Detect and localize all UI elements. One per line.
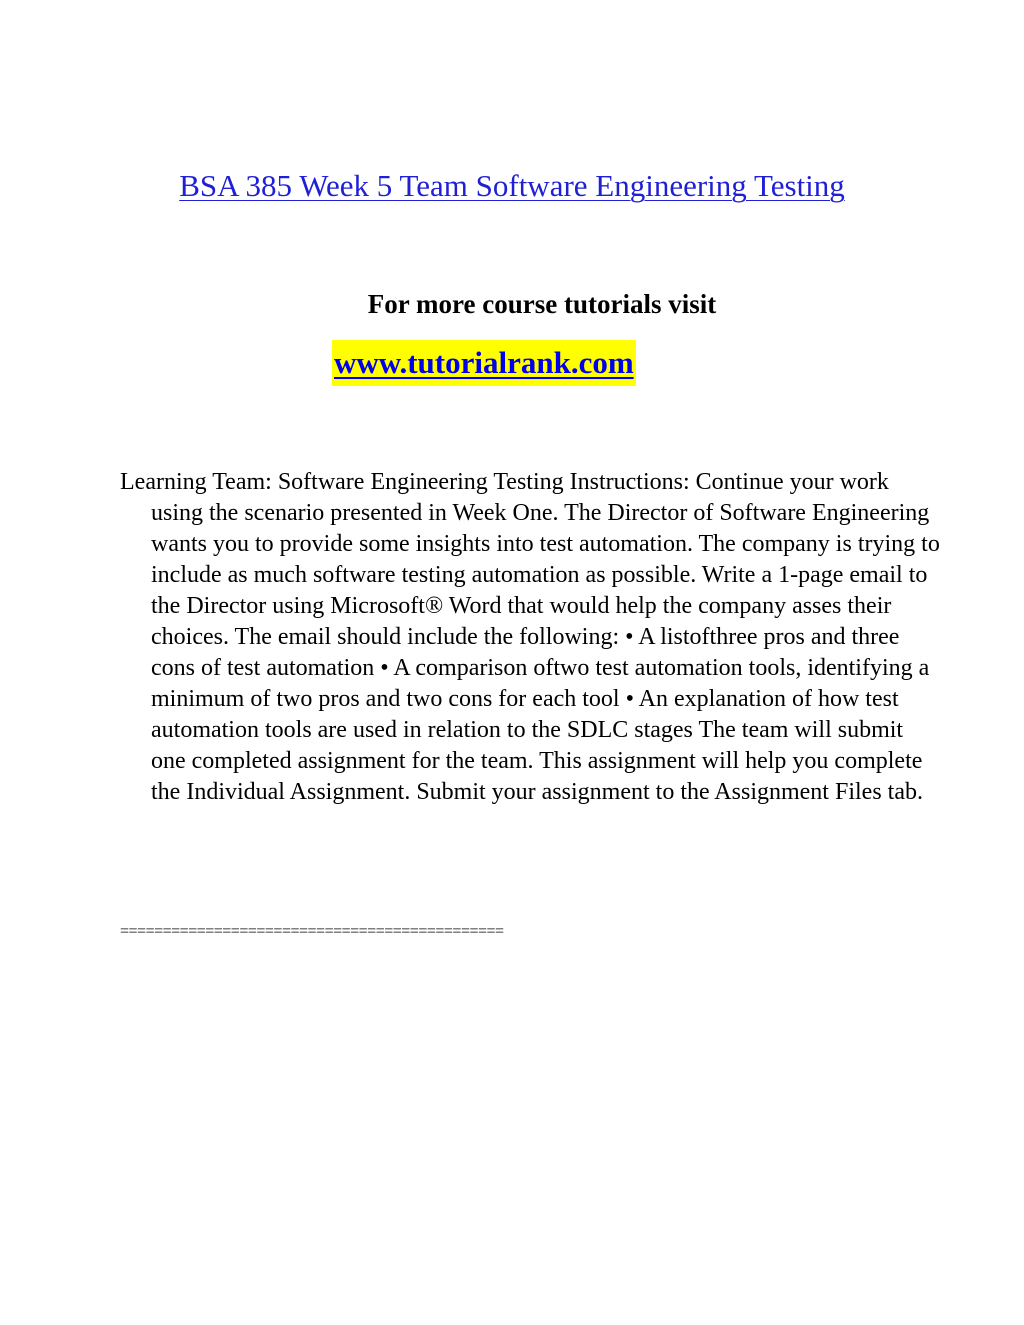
separator-line: ============================================= [120, 923, 504, 940]
document-title [0, 166, 1024, 206]
visit-text: For more course tutorials visit [367, 289, 717, 319]
instructions-paragraph: Learning Team: Software Engineering Testing Instructions: Continue your work using the scenario presented in Week One. The Director of Software Engineering wants you to provide some insights into test automation. The company is trying to include as much software testing automation as possible. Write a 1-page email to the Director using Microsoft® Word that would help the company asses their choices. The email should include the following: • A listofthree pros and three cons of test automation • A comparison oftwo test automation tools, identifying a minimum of two pros and two cons for each tool • An explanation of how test automation tools are used in relation to the SDLC stages The team will submit one completed assignment for the team. This assignment will help you complete the Individual Assignment. Submit your assignment to the Assignment Files tab. [120, 469, 940, 805]
website-link[interactable]: www.tutorialrank.com [334, 345, 634, 380]
website-highlight [332, 340, 636, 386]
title-link[interactable]: BSA 385 Week 5 Team Software Engineering Testing [179, 168, 845, 203]
